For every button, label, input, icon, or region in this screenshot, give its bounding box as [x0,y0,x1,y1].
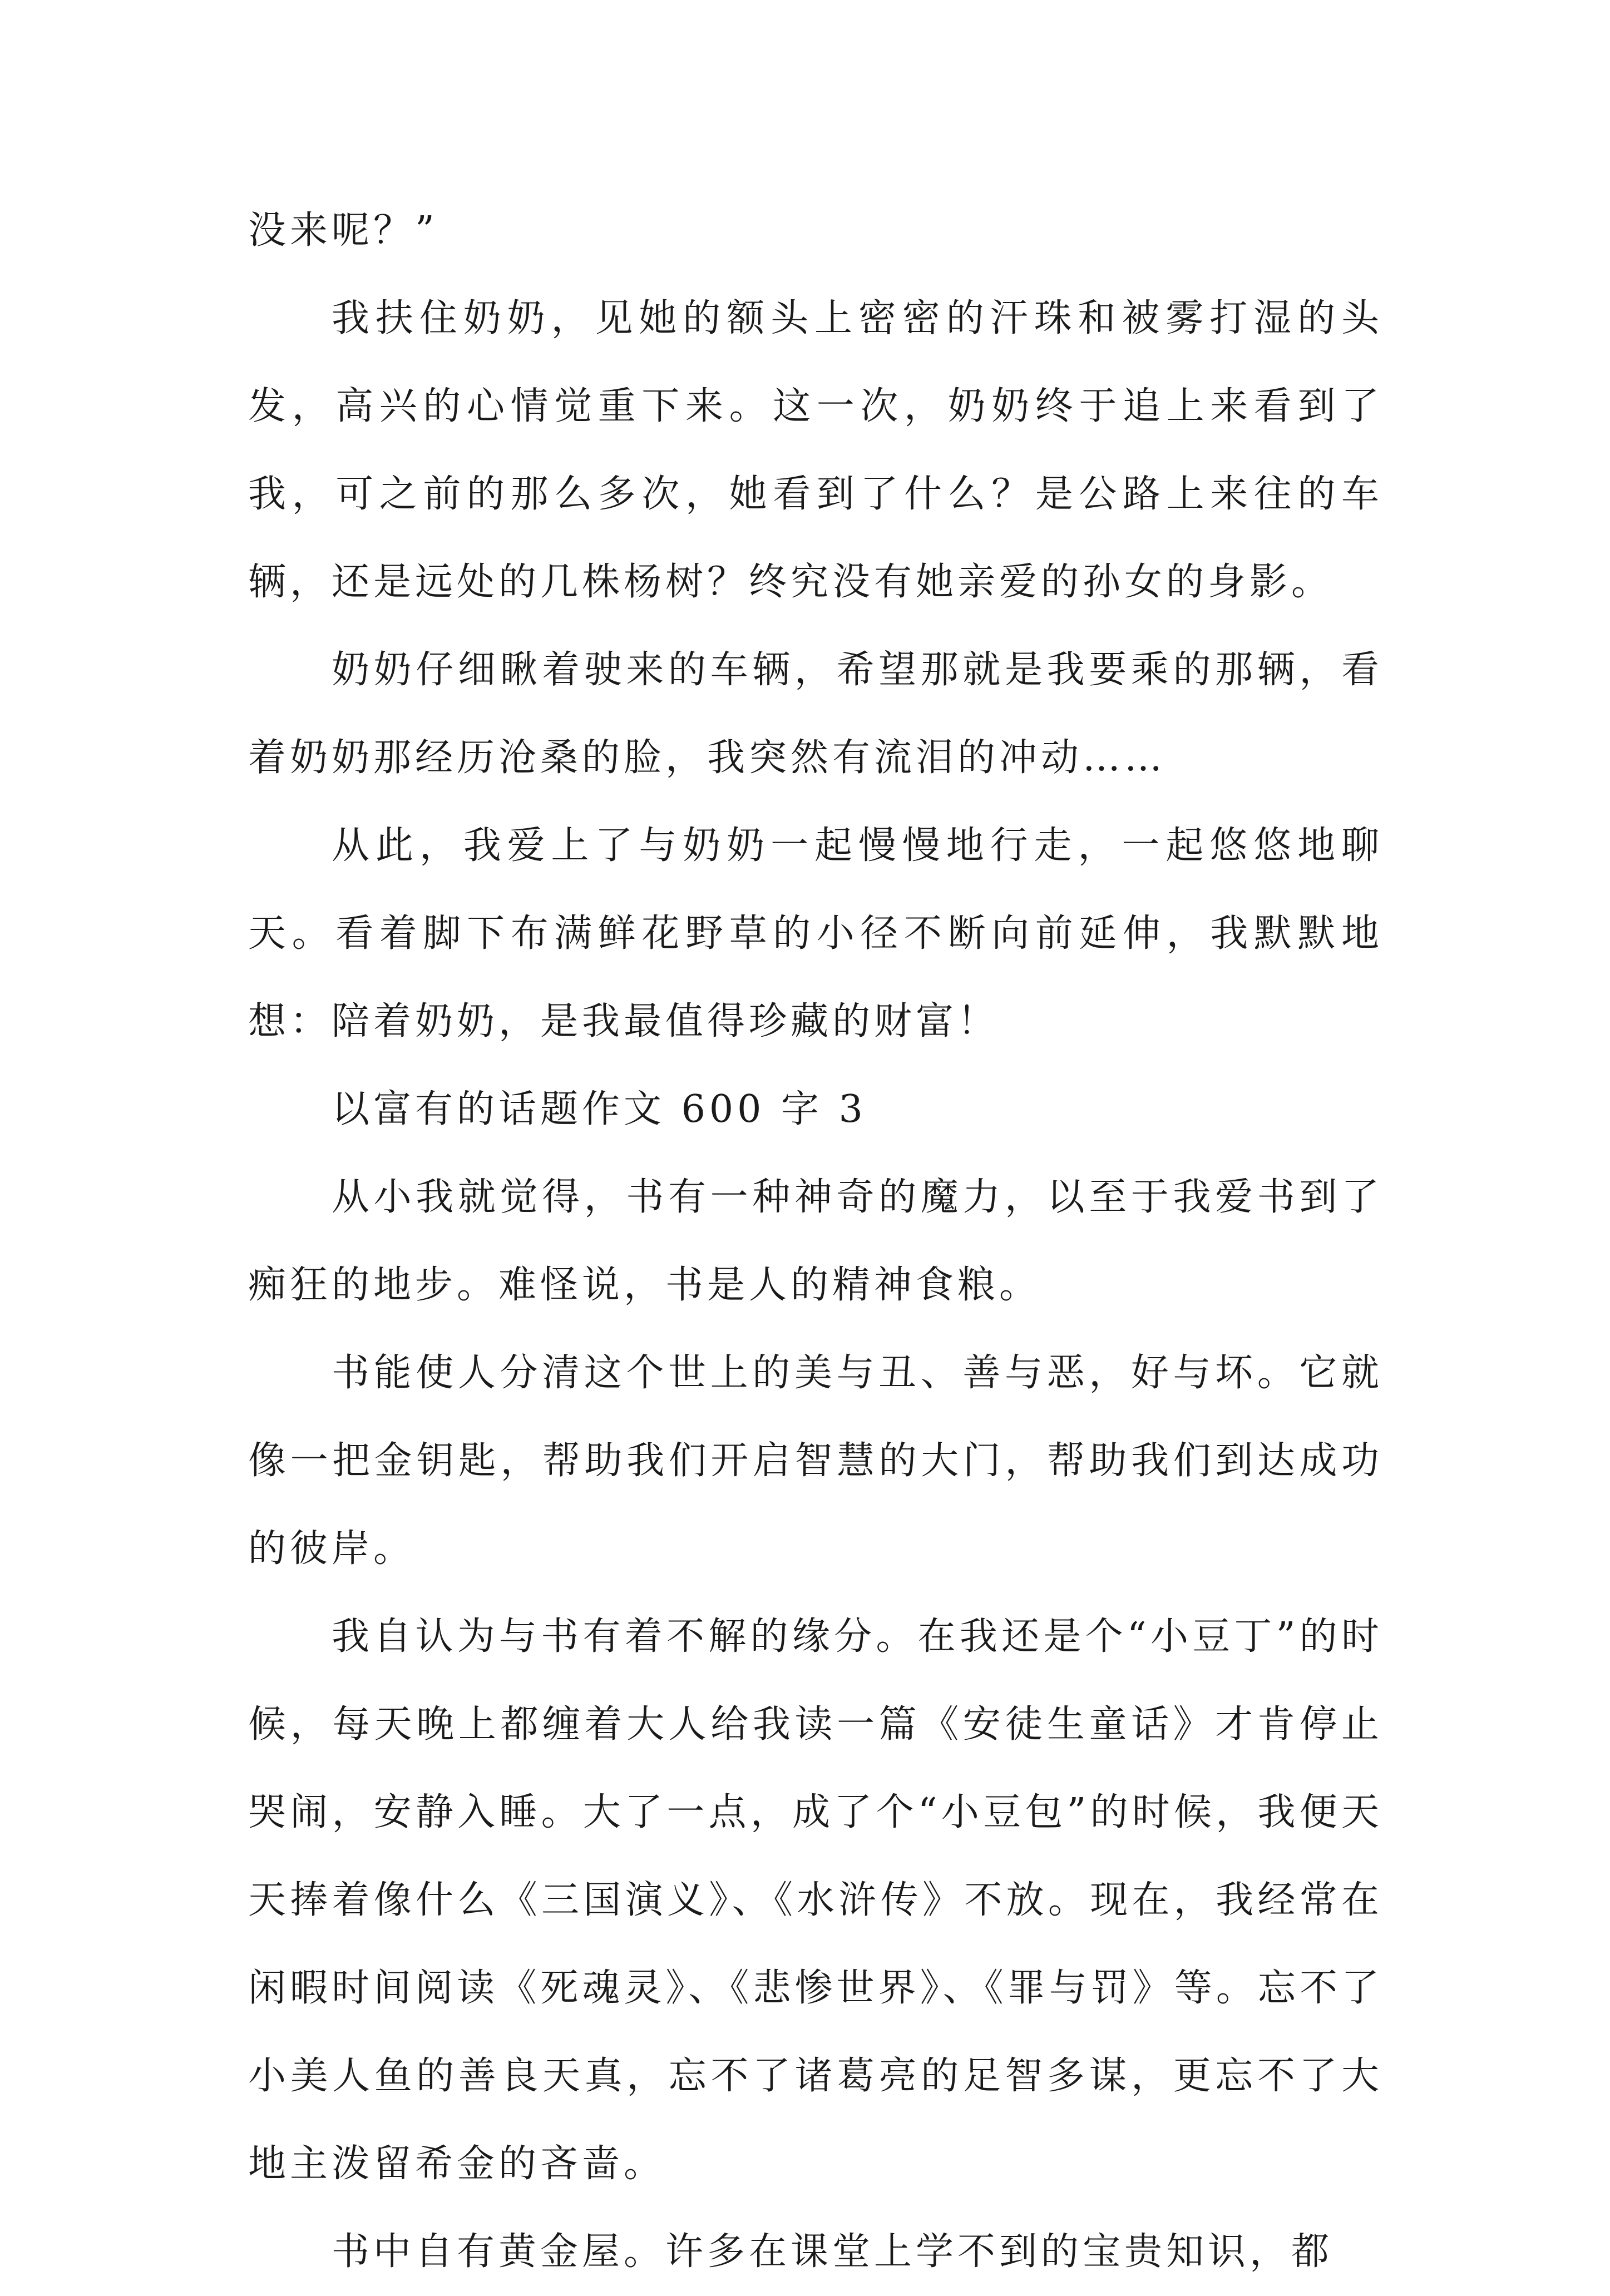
paragraph-walking-together: 从此，我爱上了与奶奶一起慢慢地行走，一起悠悠地聊天。看着脚下布满鲜花野草的小径不断向前延伸，我默默地想：陪着奶奶，是我最值得珍藏的财富！ [248,824,1383,1043]
paragraph-continuation: 没来呢？” [248,209,438,253]
section-heading: 以富有的话题作文 600 字 3 [332,1087,867,1131]
paragraph-helping-grandma: 我扶住奶奶，见她的额头上密密的汗珠和被雾打湿的头发，高兴的心情觉重下来。这一次，奶奶终于追上来看到了我，可之前的那么多次，她看到了什么？是公路上来往的车辆，还是远处的几株杨树？终究没有她亲爱的孙女的身影。 [248,296,1383,604]
paragraph-love-books: 从小我就觉得，书有一种神奇的魔力，以至于我爱书到了痴狂的地步。难怪说，书是人的精神食粮。 [248,1175,1383,1307]
paragraph-golden-house: 书中自有黄金屋。许多在课堂上学不到的宝贵知识，都 [332,2230,1334,2274]
paragraph-grandma-watching: 奶奶仔细瞅着驶来的车辆，希望那就是我要乘的那辆，看着奶奶那经历沧桑的脸，我突然有流泪的冲动…… [248,648,1383,780]
document-body [248,187,1383,2296]
paragraph-books-key: 书能使人分清这个世上的美与丑、善与恶，好与坏。它就像一把金钥匙，帮助我们开启智慧的大门，帮助我们到达成功的彼岸。 [248,1351,1383,1571]
paragraph-reading-history: 我自认为与书有着不解的缘分。在我还是个“小豆丁”的时候，每天晚上都缠着大人给我读一篇《安徒生童话》才肯停止哭闹，安静入睡。大了一点，成了个“小豆包”的时候，我便天天捧着像什么《三国演义》、《水浒传》不放。现在，我经常在闲暇时间阅读《死魂灵》、《悲惨世界》、《罪与罚》等。忘不了小美人鱼的善良天真，忘不了诸葛亮的足智多谋，更忘不了大地主泼留希金的吝啬。 [248,1615,1383,2186]
